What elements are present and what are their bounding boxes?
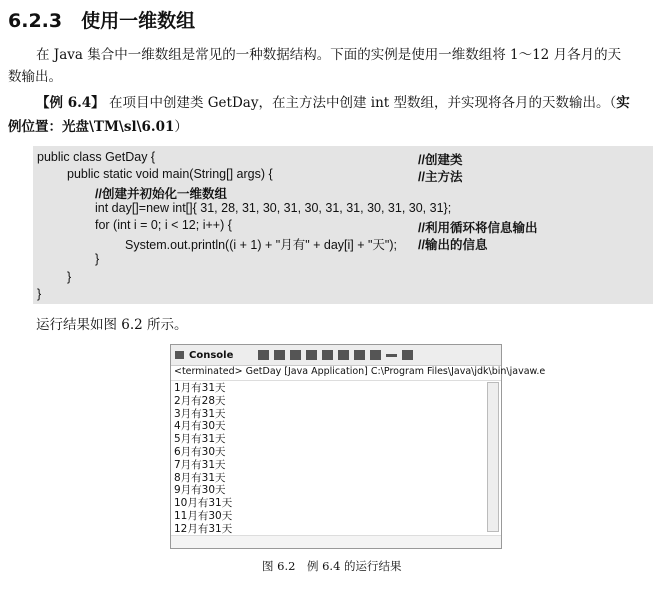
output-line: 8月有31天 [174, 471, 226, 484]
code-line: } [95, 252, 100, 266]
output-line: 11月有30天 [174, 509, 233, 522]
example-label: 【例 6.4】 [36, 95, 105, 111]
display-console-icon[interactable] [354, 350, 365, 360]
vertical-scrollbar[interactable] [487, 382, 499, 532]
clear-console-icon[interactable] [322, 350, 333, 360]
pin-console-icon[interactable] [338, 350, 349, 360]
code-comment: //利用循环将信息输出 [418, 221, 538, 235]
example-location-start: 实 [616, 95, 630, 111]
code-comment: //输出的信息 [418, 238, 488, 252]
console-toolbar [171, 345, 501, 366]
remove-launch-icon[interactable] [274, 350, 285, 360]
code-line: for (int i = 0; i < 12; i++) { [95, 218, 232, 232]
output-line: 2月有28天 [174, 394, 226, 407]
output-line: 9月有30天 [174, 484, 226, 497]
output-line: 12月有31天 [174, 522, 233, 535]
open-console-icon[interactable] [370, 350, 381, 360]
horizontal-scrollbar[interactable] [171, 535, 501, 548]
example-text: 在项目中创建类 GetDay，在主方法中创建 int 型数组，并实现将各月的天数输出。（ [104, 95, 617, 111]
output-line: 3月有31天 [174, 407, 226, 420]
example-location-path: 例位置：光盘\TM\sl\6.01 [8, 119, 175, 135]
console-tab[interactable]: Console [189, 349, 234, 361]
code-line: public static void main(String[] args) { [67, 167, 273, 181]
maximize-icon[interactable] [402, 350, 413, 360]
code-block [33, 146, 653, 304]
code-line: public class GetDay { [37, 150, 156, 164]
output-line: 4月有30天 [174, 420, 226, 433]
code-line: } [67, 270, 72, 284]
code-comment: //主方法 [418, 170, 463, 184]
output-line: 7月有31天 [174, 458, 226, 471]
example-line [36, 92, 630, 114]
scroll-lock-icon[interactable] [306, 350, 317, 360]
code-line: System.out.println((i + 1) + "月有" + day[i] + "天"); [125, 238, 398, 252]
remove-all-icon[interactable] [290, 350, 301, 360]
minimize-icon[interactable] [386, 354, 397, 357]
example-location-end: ） [174, 119, 188, 135]
figure-caption: 图 6.2 例 6.4 的运行结果 [262, 559, 402, 573]
console-icon [175, 351, 184, 359]
result-text: 运行结果如图 6.2 所示。 [36, 317, 188, 333]
code-line: //创建并初始化一维数组 [95, 187, 227, 201]
output-line: 6月有30天 [174, 445, 226, 458]
terminate-icon[interactable] [258, 350, 269, 360]
code-line: } [37, 287, 42, 301]
section-heading: 6.2.3 使用一维数组 [8, 10, 196, 32]
console-window [170, 344, 546, 549]
code-comment: //创建类 [418, 153, 463, 167]
output-line: 10月有31天 [174, 497, 233, 510]
intro-line-1: 在 Java 集合中一维数组是常见的一种数据结构。下面的实例是使用一维数组将 1～12 月各月的天 [36, 47, 622, 63]
output-line: 1月有31天 [174, 382, 226, 394]
console-output [174, 382, 232, 536]
code-line: int day[]=new int[]{ 31, 28, 31, 30, 31, 30, 31, 31, 30, 31, 30, 31}; [95, 201, 452, 215]
console-status: <terminated> GetDay [Java Application] C:\Program Files\Java\jdk\bin\javaw.e [171, 366, 501, 381]
output-line: 5月有31天 [174, 433, 226, 446]
intro-line-2: 数输出。 [8, 69, 62, 85]
example-location [8, 116, 188, 138]
